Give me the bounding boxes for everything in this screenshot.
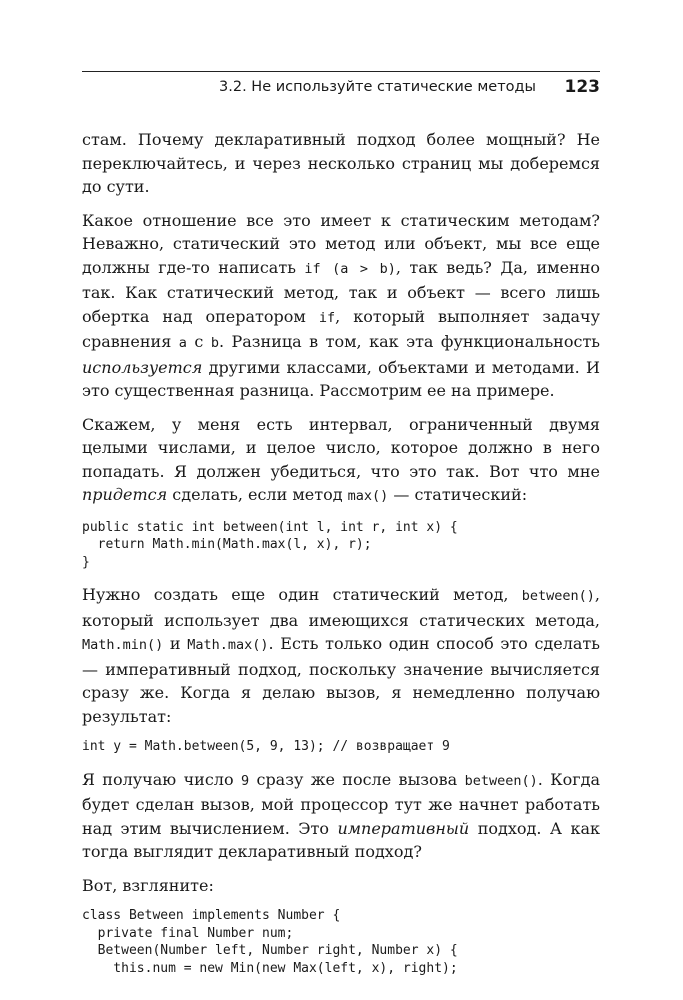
inline-code: 9 <box>240 772 250 789</box>
text-run: Я получаю число <box>82 769 241 789</box>
inline-code: a <box>178 335 187 351</box>
text-run: Скажем, у меня есть интервал, ограниченный двумя целыми числами, и целое число, которое должно в него попадать. Я должен убедиться, что это так. Вот что мне <box>82 414 600 481</box>
text-run: и <box>163 634 188 653</box>
text-run: сразу же после вызова <box>249 769 465 789</box>
paragraph-6: Вот, взгляните: <box>82 875 214 895</box>
text-run: сделать, если метод <box>167 485 348 504</box>
text-run: . Разница в том, как эта функциональность <box>218 332 601 351</box>
code-block-1: public static int between(int l, int r, int x) { return Math.min(Math.max(l, x), r); } <box>82 519 458 570</box>
emphasis: императивный <box>337 818 470 838</box>
paragraph-3 <box>82 413 600 509</box>
text-run: другими классами, объектами и методами. И это существенная разница. Рассмотрим ее на примере. <box>82 357 600 400</box>
paragraph-4 <box>82 583 600 728</box>
inline-code: b <box>210 335 219 351</box>
inline-code: if (a > b) <box>304 260 396 277</box>
inline-code: if <box>318 309 336 326</box>
text-run: подход. А как тогда выглядит декларативный подход? <box>82 818 601 861</box>
text-run: , который использует два имеющихся статических метода, <box>82 585 600 630</box>
text-run: с <box>186 332 211 351</box>
paragraph-2 <box>82 209 600 403</box>
page-content <box>82 128 600 989</box>
paragraph-5 <box>82 768 600 864</box>
code-block-2: int y = Math.between(5, 9, 13); // возвращает 9 <box>82 739 450 754</box>
text-run: . Когда будет сделан вызов, мой процессор тут же начнет работать над этим вычислением. Это <box>82 769 600 838</box>
inline-code: between() <box>464 772 538 789</box>
inline-code: Math.max() <box>187 637 269 653</box>
text-run: , который выполняет задачу сравнения <box>82 306 601 351</box>
emphasis: придется <box>82 485 168 504</box>
running-header <box>82 76 600 100</box>
section-title: 3.2. Не используйте статические методы <box>219 79 536 95</box>
text-run: — статический: <box>388 485 528 504</box>
text-run: , так ведь? Да, именно так. Как статический метод, так и объект — всего лишь обертка над оператором <box>82 257 601 326</box>
page-number: 123 <box>564 77 600 97</box>
emphasis: используется <box>82 357 203 377</box>
text-run: Какое отношение все это имеет к статическим методам? Неважно, статический это метод или объект, мы все еще должны где-то написать <box>82 210 600 277</box>
paragraph-1: стам. Почему декларативный подход более мощный? Не переключайтесь, и через несколько страниц мы доберемся до сути. <box>82 130 600 196</box>
inline-code: max() <box>347 488 389 504</box>
inline-code: Math.min() <box>82 637 164 653</box>
text-run: Нужно создать еще один статический метод, <box>82 585 522 604</box>
inline-code: between() <box>521 588 595 604</box>
text-run: . Есть только один способ это сделать — императивный подход, поскольку значение вычисляется сразу же. Когда я делаю вызов, я немедленно получаю результат: <box>82 634 600 726</box>
header-rule <box>82 71 600 72</box>
code-block-3: class Between implements Number { private final Number num; Between(Number left, Number right, Number x) { this.num = new Min(new Max(left, x), right); <box>82 908 458 976</box>
